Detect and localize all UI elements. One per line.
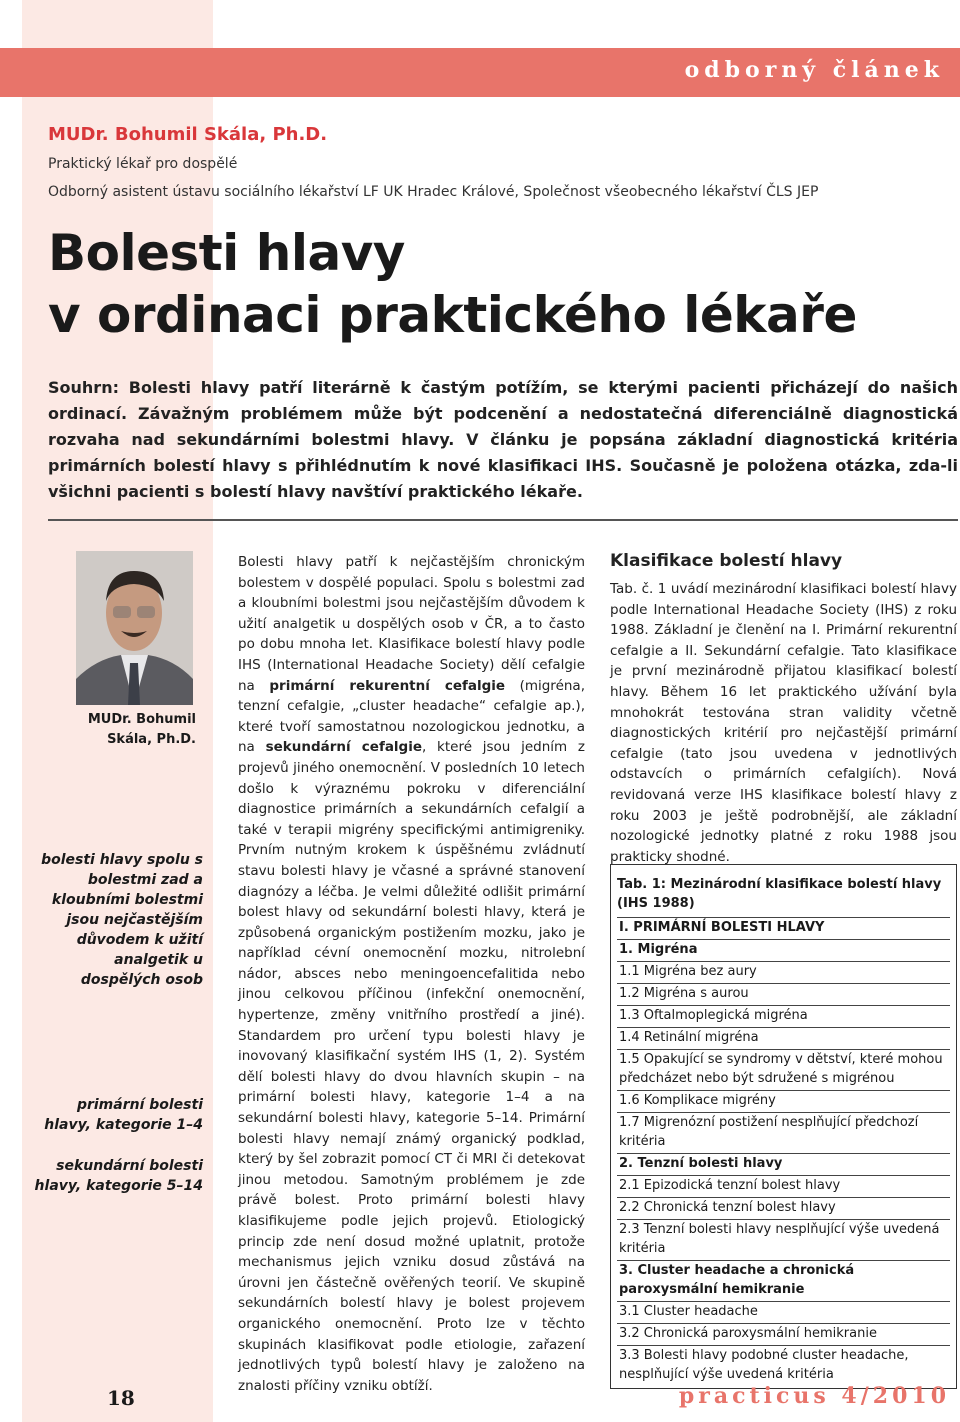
divider — [48, 519, 958, 521]
body-column-left — [238, 552, 585, 1396]
author-photo — [76, 551, 193, 705]
table-row: 3.1 Cluster headache — [617, 1301, 950, 1321]
text-run: Bolesti hlavy patří k nejčastějším chronickým bolestem v dospělé populaci. Spolu s bolestmi zad a kloubními bolestmi jsou nejčastějším důvodem k užití analgetik u dospělých osob v ČR, a to často po dobu mnoha let. Klasifikace bolestí hlavy podle IHS (International Headache Society) dělí cefalgie na — [238, 554, 585, 694]
paragraph — [238, 552, 585, 1396]
title-line-1: Bolesti hlavy — [48, 224, 405, 282]
classification-table — [610, 864, 957, 1389]
paragraph: Tab. č. 1 uvádí mezinárodní klasifikaci bolestí hlavy podle International Headache Society (IHS) z roku 1988. Základní je členění na I. Primární rekurentní cefalgie a II. Sekundární cefalgie. Tato klasifikace je první mezinárodně přijatou klasifikací bolestí hlavy. Během 16 let praktického užívání byla mnohokrát testována stran validity včetně diagnostických kritérií pro nejčastější primární cefalgie (tato jsou uvedena v jednotlivých odstavcích o primárních cefalgiích). Nová revidovaná verze IHS klasifikace bolestí hlavy z roku 2003 je ještě podrobnější, ale základní nozologické jednotky platné z roku 1988 jsou prakticky shodné. — [610, 581, 957, 865]
term-primary: primární rekurentní cefalgie — [269, 677, 506, 694]
text-run: , které jsou jedním z projevů jiného onemocnění. V posledních 10 letech došlo k výraznému pokroku v diferenciální diagnostice primárních a sekundárních cefalgií a také v terapii migrény specifickými antimigreniky. Prvním nutným krokem k úspěšnému zvládnutí stavu bolesti hlavy je včasné a správné stanovení diagnózy a léčba. Je velmi důležité odlišit primární bolest hlavy od sekundární bolesti hlavy, která je způsobená organickým postižením mozku, jako je například cévní onemocnění mozku, nitrolební nádor, absces nebo meningoencefalitida nebo jinou celkovou příčinou (infekční onemocnění, hypertenze, změny vnitřního prostředí a jiné). Standardem pro určení typu bolesti hlavy je inovovaný klasifikační systém IHS (1, 2). Systém dělí bolesti hlavy do dvou hlavních skupin – na primární bolesti hlavy, kategorie 1–4 a na sekundární bolesti hlavy, kategorie 5–14. Primární bolesti hlavy nemají známý organický podklad, který by šel zobrazit pomocí CT či MRI či detekovat jinou metodou. Samotným problémem je zde právě bolest. Proto primární bolesti hlavy klasifikujeme podle jejich projevů. Etiologický princip zde není dosud možné uplatnit, protože mechanismus jejich vzniku dosud zůstává na úrovni jen částečně ověřených teorií. Ve skupině sekundárních bolestí hlavy je bolest projevem organického onemocnění. Proto lze v těchto skupinách klasifikovat podle etiologie, zařazení jednotlivých typů bolestí hlavy je založeno na znalosti příčiny vzniku obtíží. — [238, 739, 586, 1394]
table-row: 1.3 Oftalmoplegická migréna — [617, 1005, 950, 1025]
table-row: 3.2 Chronická paroxysmální hemikranie — [617, 1323, 950, 1343]
section-heading: Klasifikace bolestí hlavy — [610, 551, 843, 571]
journal-footer: practicus 4/2010 — [678, 1383, 950, 1409]
table-rows — [611, 917, 956, 1384]
term-secondary: sekundární cefalgie — [265, 739, 423, 756]
table-row: 2. Tenzní bolesti hlavy — [617, 1153, 950, 1173]
author-affiliation: Odborný asistent ústavu sociálního lékařství LF UK Hradec Králové, Společnost všeobecného lékařství ČLS JEP — [48, 184, 819, 200]
table-row: 1.5 Opakující se syndromy v dětství, které mohou předcházet nebo být sdružené s migrénou — [617, 1049, 950, 1088]
article-summary: Souhrn: Bolesti hlavy patří literárně k častým potížím, se kterými pacienti přicházejí do našich ordinací. Závažným problémem může být podcenění a nedostatečná diferenciálně diagnostická rozvaha nad sekundárními bolestmi hlavy. V článku je popsána základní diagnostická kritéria primárních bolestí hlavy s přihlédnutím k nové klasifikaci IHS. Současně je položena otázka, zda-li všichni pacienti s bolestí hlavy navštíví praktického lékaře. — [48, 378, 958, 501]
table-row: 3.3 Bolesti hlavy podobné cluster headache, nesplňující výše uvedená kritéria — [617, 1345, 950, 1384]
table-row: 2.1 Epizodická tenzní bolest hlavy — [617, 1175, 950, 1195]
author-position: Praktický lékař pro dospělé — [48, 156, 238, 172]
table-row: 2.2 Chronická tenzní bolest hlavy — [617, 1197, 950, 1217]
table-row: 1.1 Migréna bez aury — [617, 961, 950, 981]
section-label: odborný článek — [684, 57, 944, 83]
table-row: 1.4 Retinální migréna — [617, 1027, 950, 1047]
photo-caption — [60, 710, 196, 750]
text-run: (migréna, tenzní cefalgie, „cluster headache“ cefalgie ap.), které tvoří samostatnou nozologickou jednotku, a na — [238, 677, 585, 756]
page-number: 18 — [107, 1386, 135, 1410]
table-row: 3. Cluster headache a chronická paroxysmální hemikranie — [617, 1260, 950, 1299]
pullquote: primární bolesti hlavy, kategorie 1–4 — [44, 1097, 203, 1133]
photo-caption-line-2: Skála, Ph.D. — [107, 732, 196, 747]
table-row: 1.6 Komplikace migrény — [617, 1090, 950, 1110]
table-row: 2.3 Tenzní bolesti hlavy nesplňující výše uvedená kritéria — [617, 1219, 950, 1258]
pullquote: bolesti hlavy spolu s bolestmi zad a kloubními bolestmi jsou nejčastějším důvodem k užití analgetik u dospělých osob — [41, 852, 203, 988]
table-row: 1.2 Migréna s aurou — [617, 983, 950, 1003]
title-line-2: v ordinaci praktického lékaře — [48, 286, 857, 344]
table-row: 1.7 Migrenózní postižení nesplňující předchozí kritéria — [617, 1112, 950, 1151]
table-title: Tab. 1: Mezinárodní klasifikace bolestí hlavy (IHS 1988) — [617, 877, 942, 911]
article-title — [48, 222, 857, 346]
table-row: I. PRIMÁRNÍ BOLESTI HLAVY — [617, 917, 950, 937]
pullquote: sekundární bolesti hlavy, kategorie 5–14 — [34, 1158, 203, 1194]
author-name: MUDr. Bohumil Skála, Ph.D. — [48, 124, 328, 145]
table-row: 1. Migréna — [617, 939, 950, 959]
photo-caption-line-1: MUDr. Bohumil — [87, 712, 196, 727]
body-column-right — [610, 579, 957, 867]
